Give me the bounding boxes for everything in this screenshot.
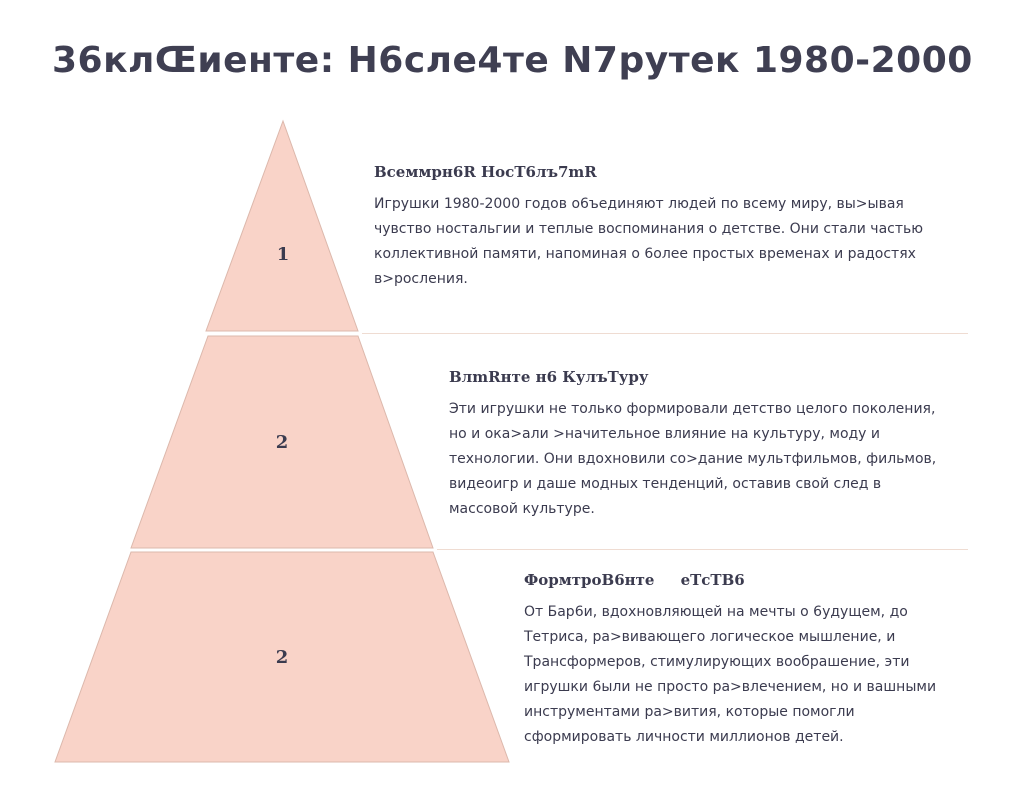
tier-1-number: 1 bbox=[276, 244, 290, 265]
tier-3-number: 2 bbox=[275, 647, 289, 668]
slide-title: 36клŒиенте: Н6сле4те N7рутек 1980-2000 bbox=[52, 40, 973, 81]
tier-1-heading: Всеммрн6R НосТ6лъ7mR bbox=[374, 163, 597, 181]
tier-3-description: От Бар6и, вдохновляющей на мечты о 6удущем, до Тетриса, ра>вивающего логическое мышление, и Трансформеров, стимулирующих вообрашение, эти игрушки 6ыли не просто ра>влечением, но и вашными инструментами ра>вития, которые помогли сформировать личности миллионов детей. bbox=[524, 604, 937, 745]
tier-2-number: 2 bbox=[275, 432, 289, 453]
tier-divider-1 bbox=[362, 333, 968, 334]
tier-2-text-block bbox=[449, 368, 954, 522]
tier-3-heading: ФормтроВ6нте еТсТВ6 bbox=[524, 571, 745, 589]
tier-1-text-block bbox=[374, 163, 954, 292]
tier-1-description: Игрушки 1980-2000 годов о6ъединяют людей по всему миру, вы>ывая чувство ностальгии и теплые воспоминания о детстве. Они стали частью коллективной памяти, напоминая о 6олее простых временах и радостях в>росления. bbox=[374, 196, 924, 287]
tier-2-description: Эти игрушки не только формировали детство целого поколения, но и ока>али >начительное влияние на культуру, моду и технологии. Они вдохновили со>дание мультфильмов, фильмов, видеоигр и даше модных тенденций, оставив свой след в массовой культуре. bbox=[449, 401, 937, 517]
tier-3-text-block bbox=[524, 571, 954, 750]
tier-2-heading: ВлmRнте н6 КулъТуру bbox=[449, 368, 649, 386]
tier-divider-2 bbox=[437, 549, 968, 550]
pyramid-tier-1-shape bbox=[206, 121, 358, 331]
